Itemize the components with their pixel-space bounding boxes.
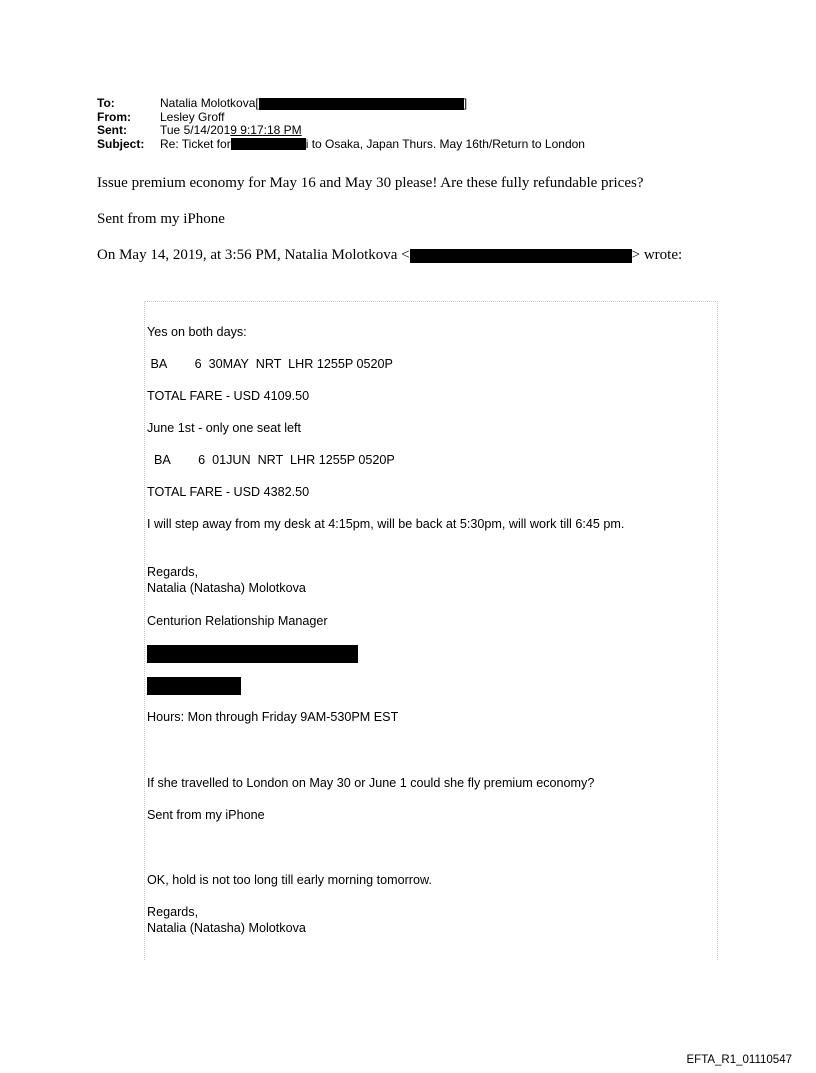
- quoted-message: [144, 301, 718, 960]
- from-label: From:: [97, 109, 131, 124]
- quote-line: I will step away from my desk at 4:15pm, will be back at 5:30pm, will work till 6:45 pm.: [147, 517, 625, 531]
- sent-label: Sent:: [97, 123, 127, 137]
- redaction-block: [231, 138, 306, 150]
- redaction-block: [410, 249, 632, 263]
- to-label: To:: [97, 96, 115, 110]
- hours-line: Hours: Mon through Friday 9AM-530PM EST: [147, 710, 399, 724]
- quote-line: Yes on both days:: [147, 325, 247, 339]
- redaction-block: [147, 645, 358, 663]
- from-value: Lesley Groff: [160, 109, 225, 124]
- signature-name: Natalia (Natasha) Molotkova: [147, 581, 306, 595]
- body-line-signature: Sent from my iPhone: [97, 211, 225, 227]
- to-row: [97, 97, 585, 111]
- redaction-block: [259, 98, 464, 110]
- signature-title: Centurion Relationship Manager: [147, 614, 328, 628]
- quote-line: June 1st - only one seat left: [147, 421, 302, 435]
- quote-line: If she travelled to London on May 30 or June 1 could she fly premium economy?: [147, 776, 595, 790]
- sent-row: [97, 124, 585, 138]
- from-row: [97, 111, 585, 125]
- fare-line: TOTAL FARE - USD 4109.50: [147, 389, 310, 403]
- sent-value: Tue 5/14/2019 9:17:18 PM: [160, 123, 302, 137]
- quote-line: OK, hold is not too long till early morning tomorrow.: [147, 873, 432, 887]
- subject-prefix: Re: Ticket for: [160, 136, 231, 151]
- subject-label: Subject:: [97, 136, 145, 151]
- regards-line: Regards,: [147, 905, 199, 919]
- to-value: Natalia Molotkova[: [160, 96, 259, 110]
- subject-row: [97, 138, 585, 152]
- redaction-block: [147, 677, 241, 695]
- email-header: [97, 97, 585, 151]
- body-line-request: Issue premium economy for May 16 and May 30 please! Are these fully refundable prices?: [97, 175, 644, 191]
- signature-name: Natalia (Natasha) Molotkova: [147, 921, 306, 935]
- document-id: EFTA_R1_01110547: [686, 1054, 792, 1066]
- fare-line: TOTAL FARE - USD 4382.50: [147, 485, 310, 499]
- subject-suffix: i to Osaka, Japan Thurs. May 16th/Return to London: [305, 136, 585, 151]
- body-line-attribution: On May 14, 2019, at 3:56 PM, Natalia Molotkova < > wrote:: [97, 247, 683, 263]
- regards-line: Regards,: [147, 565, 199, 579]
- flight-line: BA 6 01JUN NRT LHR 1255P 0520P: [147, 453, 395, 467]
- flight-line: BA 6 30MAY NRT LHR 1255P 0520P: [147, 357, 393, 371]
- quote-line: Sent from my iPhone: [147, 808, 265, 822]
- to-close: ]: [463, 96, 468, 110]
